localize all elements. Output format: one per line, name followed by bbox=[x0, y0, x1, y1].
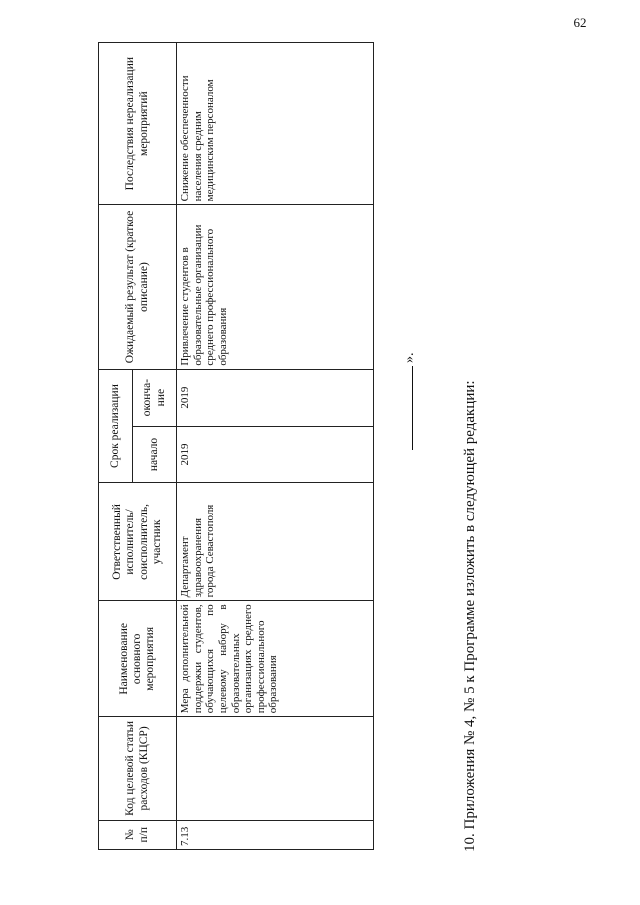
header-code: Код целевой статьи расходов (КЦСР) bbox=[99, 717, 177, 820]
closing-underline bbox=[412, 366, 413, 450]
cell-consequences: Снижение обеспеченности населения средним медицинским персоналом bbox=[177, 43, 374, 205]
header-start: начало bbox=[133, 426, 177, 483]
header-end: оконча-ние bbox=[133, 369, 177, 426]
header-name: Наименование основного мероприятия bbox=[99, 601, 177, 717]
cell-num: 7.13 bbox=[177, 820, 374, 849]
activities-table bbox=[98, 42, 374, 850]
cell-responsible: Департамент здравоохранения города Севастополя bbox=[177, 483, 374, 601]
cell-name: Мера дополнительной поддержки студентов, обучающихся по целевому набору в образовательных организациях среднего профессионального образования bbox=[177, 601, 374, 717]
header-term: Срок реализации bbox=[99, 369, 133, 483]
page-number: 62 bbox=[573, 15, 587, 30]
cell-start: 2019 bbox=[177, 426, 374, 483]
closing-mark: ». bbox=[402, 352, 417, 363]
header-result: Ожидаемый результат (краткое описание) bbox=[99, 205, 177, 369]
cell-code bbox=[177, 717, 374, 820]
cell-result: Привлечение студентов в образовательные организации среднего профессионального образования bbox=[177, 205, 374, 369]
header-responsible: Ответственный исполнитель/ соисполнитель, участник bbox=[99, 483, 177, 601]
rotated-content bbox=[44, 20, 604, 880]
amendment-paragraph: 10. Приложения № 4, № 5 к Программе изложить в следующей редакции: bbox=[462, 380, 478, 852]
header-consequences: Последствия нереализации мероприятий bbox=[99, 43, 177, 205]
closing-quote bbox=[402, 353, 418, 451]
cell-end: 2019 bbox=[177, 369, 374, 426]
header-num: № п/п bbox=[99, 820, 177, 849]
table-row bbox=[177, 43, 374, 850]
